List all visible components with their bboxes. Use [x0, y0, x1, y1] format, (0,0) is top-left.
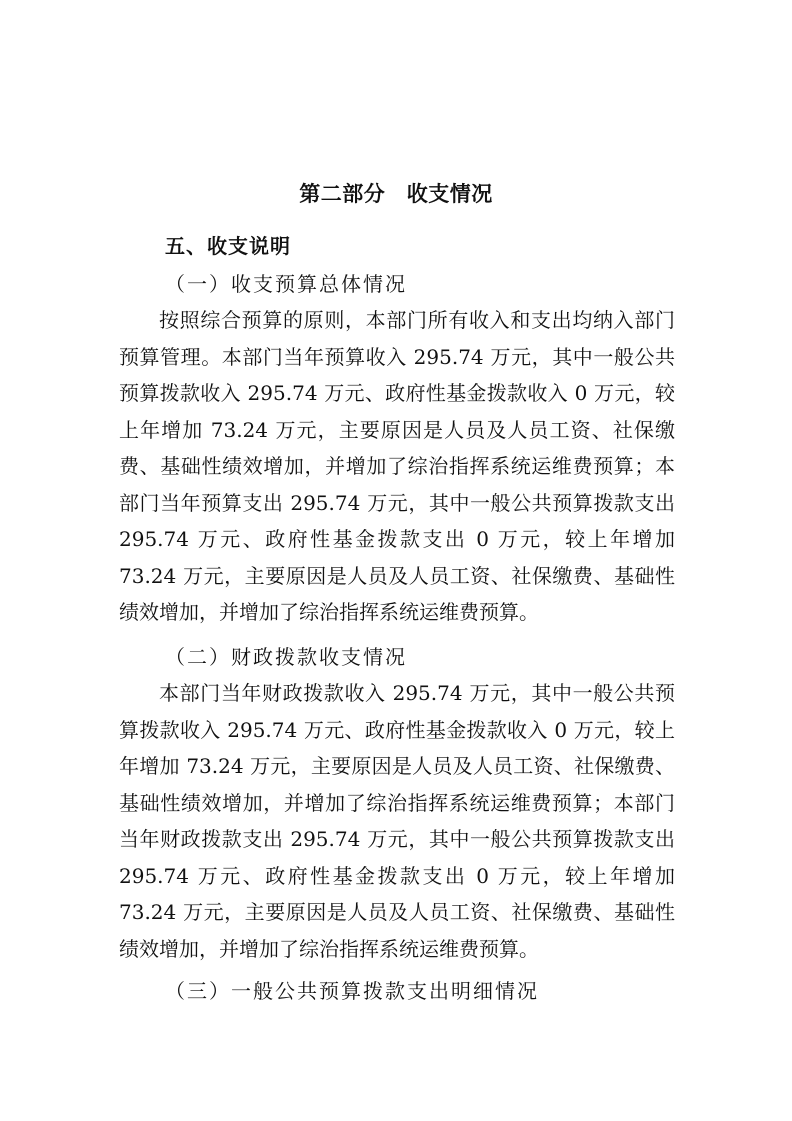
- subsection-heading-3: （三）一般公共预算拨款支出明细情况: [165, 979, 539, 1003]
- part-title: 第二部分 收支情况: [299, 182, 493, 206]
- subsection-heading-1: （一）收支预算总体情况: [165, 272, 407, 296]
- section-heading: 五、收支说明: [165, 234, 291, 258]
- subsection-paragraph-1: 按照综合预算的原则，本部门所有收入和支出均纳入部门预算管理。本部门当年预算收入 295.74 万元，其中一般公共预算拨款收入 295.74 万元、政府性基金拨款收入 0 万元，较上年增加 73.24 万元，主要原因是人员及人员工资、社保缴费、基础性绩效增加，并增加了综治指挥系统运维费预算；本部门当年预算支出 295.74 万元，其中一般公共预算拨款支出 295.74 万元、政府性基金拨款支出 0 万元，较上年增加 73.24 万元，主要原因是人员及人员工资、社保缴费、基础性绩效增加，并增加了综治指挥系统运维费预算。: [119, 308, 675, 624]
- subsection-heading-2: （二）财政拨款收支情况: [165, 645, 407, 669]
- subsection-paragraph-2: 本部门当年财政拨款收入 295.74 万元，其中一般公共预算拨款收入 295.74 万元、政府性基金拨款收入 0 万元，较上年增加 73.24 万元，主要原因是人员及人员工资、社保缴费、基础性绩效增加，并增加了综治指挥系统运维费预算；本部门当年财政拨款支出 295.74 万元，其中一般公共预算拨款支出 295.74 万元、政府性基金拨款支出 0 万元，较上年增加 73.24 万元，主要原因是人员及人员工资、社保缴费、基础性绩效增加，并增加了综治指挥系统运维费预算。: [119, 681, 675, 961]
